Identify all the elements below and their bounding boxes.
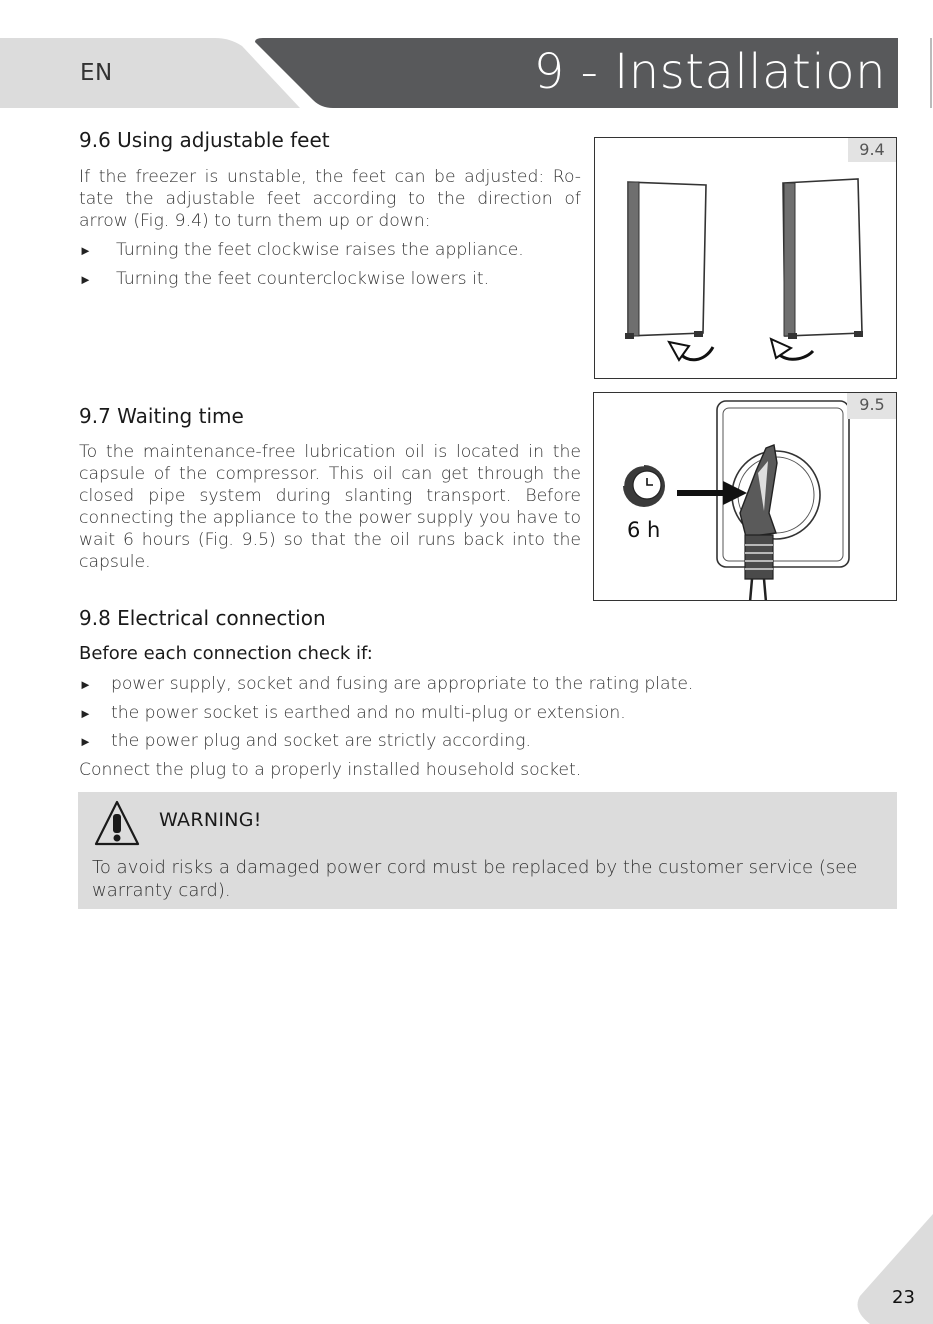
bullet-arrow-icon: ► [79,678,92,693]
bullet-arrow-icon: ► [79,244,92,259]
section-9-8-subheading: Before each connection check if: [79,643,373,664]
figure-label: 9.4 [848,138,896,162]
figure-9-5 [593,392,897,601]
bullet-text: Turning the feet counterclockwise lowers it. [116,269,490,289]
bullet-text: the power socket is earthed and no multi-plug or extension. [111,703,626,723]
page-edge-line [930,38,932,108]
bullet-arrow-icon: ► [79,735,92,750]
bullet-item [79,730,531,754]
warning-text: To avoid risks a damaged power cord must be replaced by the customer service (see warranty card). [92,857,858,901]
figure-label: 9.5 [847,393,897,419]
wait-time-caption: 6 h [627,518,661,542]
bullet-item [79,702,626,726]
chapter-title: 9 - Installation [533,44,886,100]
section-9-6-body: If the freezer is unstable, the feet can be adjusted: Ro-tate the adjustable feet according to the direction of arrow (Fig. 9.4) to turn them up or down: [79,167,581,231]
section-9-7-body: To the maintenance-free lubrication oil is located in the capsule of the compressor. This oil can get through the closed pipe system during slanting transport. Before connecting the appliance to the power supply you have to wait 6 hours (Fig. 9.5) so that the oil runs back into the capsule. [79,442,581,572]
bullet-item [79,673,693,697]
adjustable-feet-illustration [595,138,897,379]
bullet-arrow-icon: ► [79,707,92,722]
section-heading-9-6: 9.6 Using adjustable feet [79,128,330,152]
bullet-item [79,268,489,292]
bullet-text: Turning the feet clockwise raises the appliance. [116,240,524,260]
warning-triangle-icon [94,799,140,847]
power-socket-illustration [594,393,897,601]
language-label: EN [80,60,113,86]
section-9-8-closing: Connect the plug to a properly installed household socket. [79,760,582,780]
bullet-text: the power plug and socket are strictly according. [111,731,531,751]
page-number: 23 [892,1287,915,1308]
bullet-arrow-icon: ► [79,273,92,288]
section-heading-9-8: 9.8 Electrical connection [79,606,326,630]
section-heading-9-7: 9.7 Waiting time [79,404,244,428]
bullet-text: power supply, socket and fusing are appropriate to the rating plate. [111,674,694,694]
bullet-item [79,239,524,263]
warning-title: WARNING! [159,809,262,831]
figure-9-4 [594,137,897,379]
